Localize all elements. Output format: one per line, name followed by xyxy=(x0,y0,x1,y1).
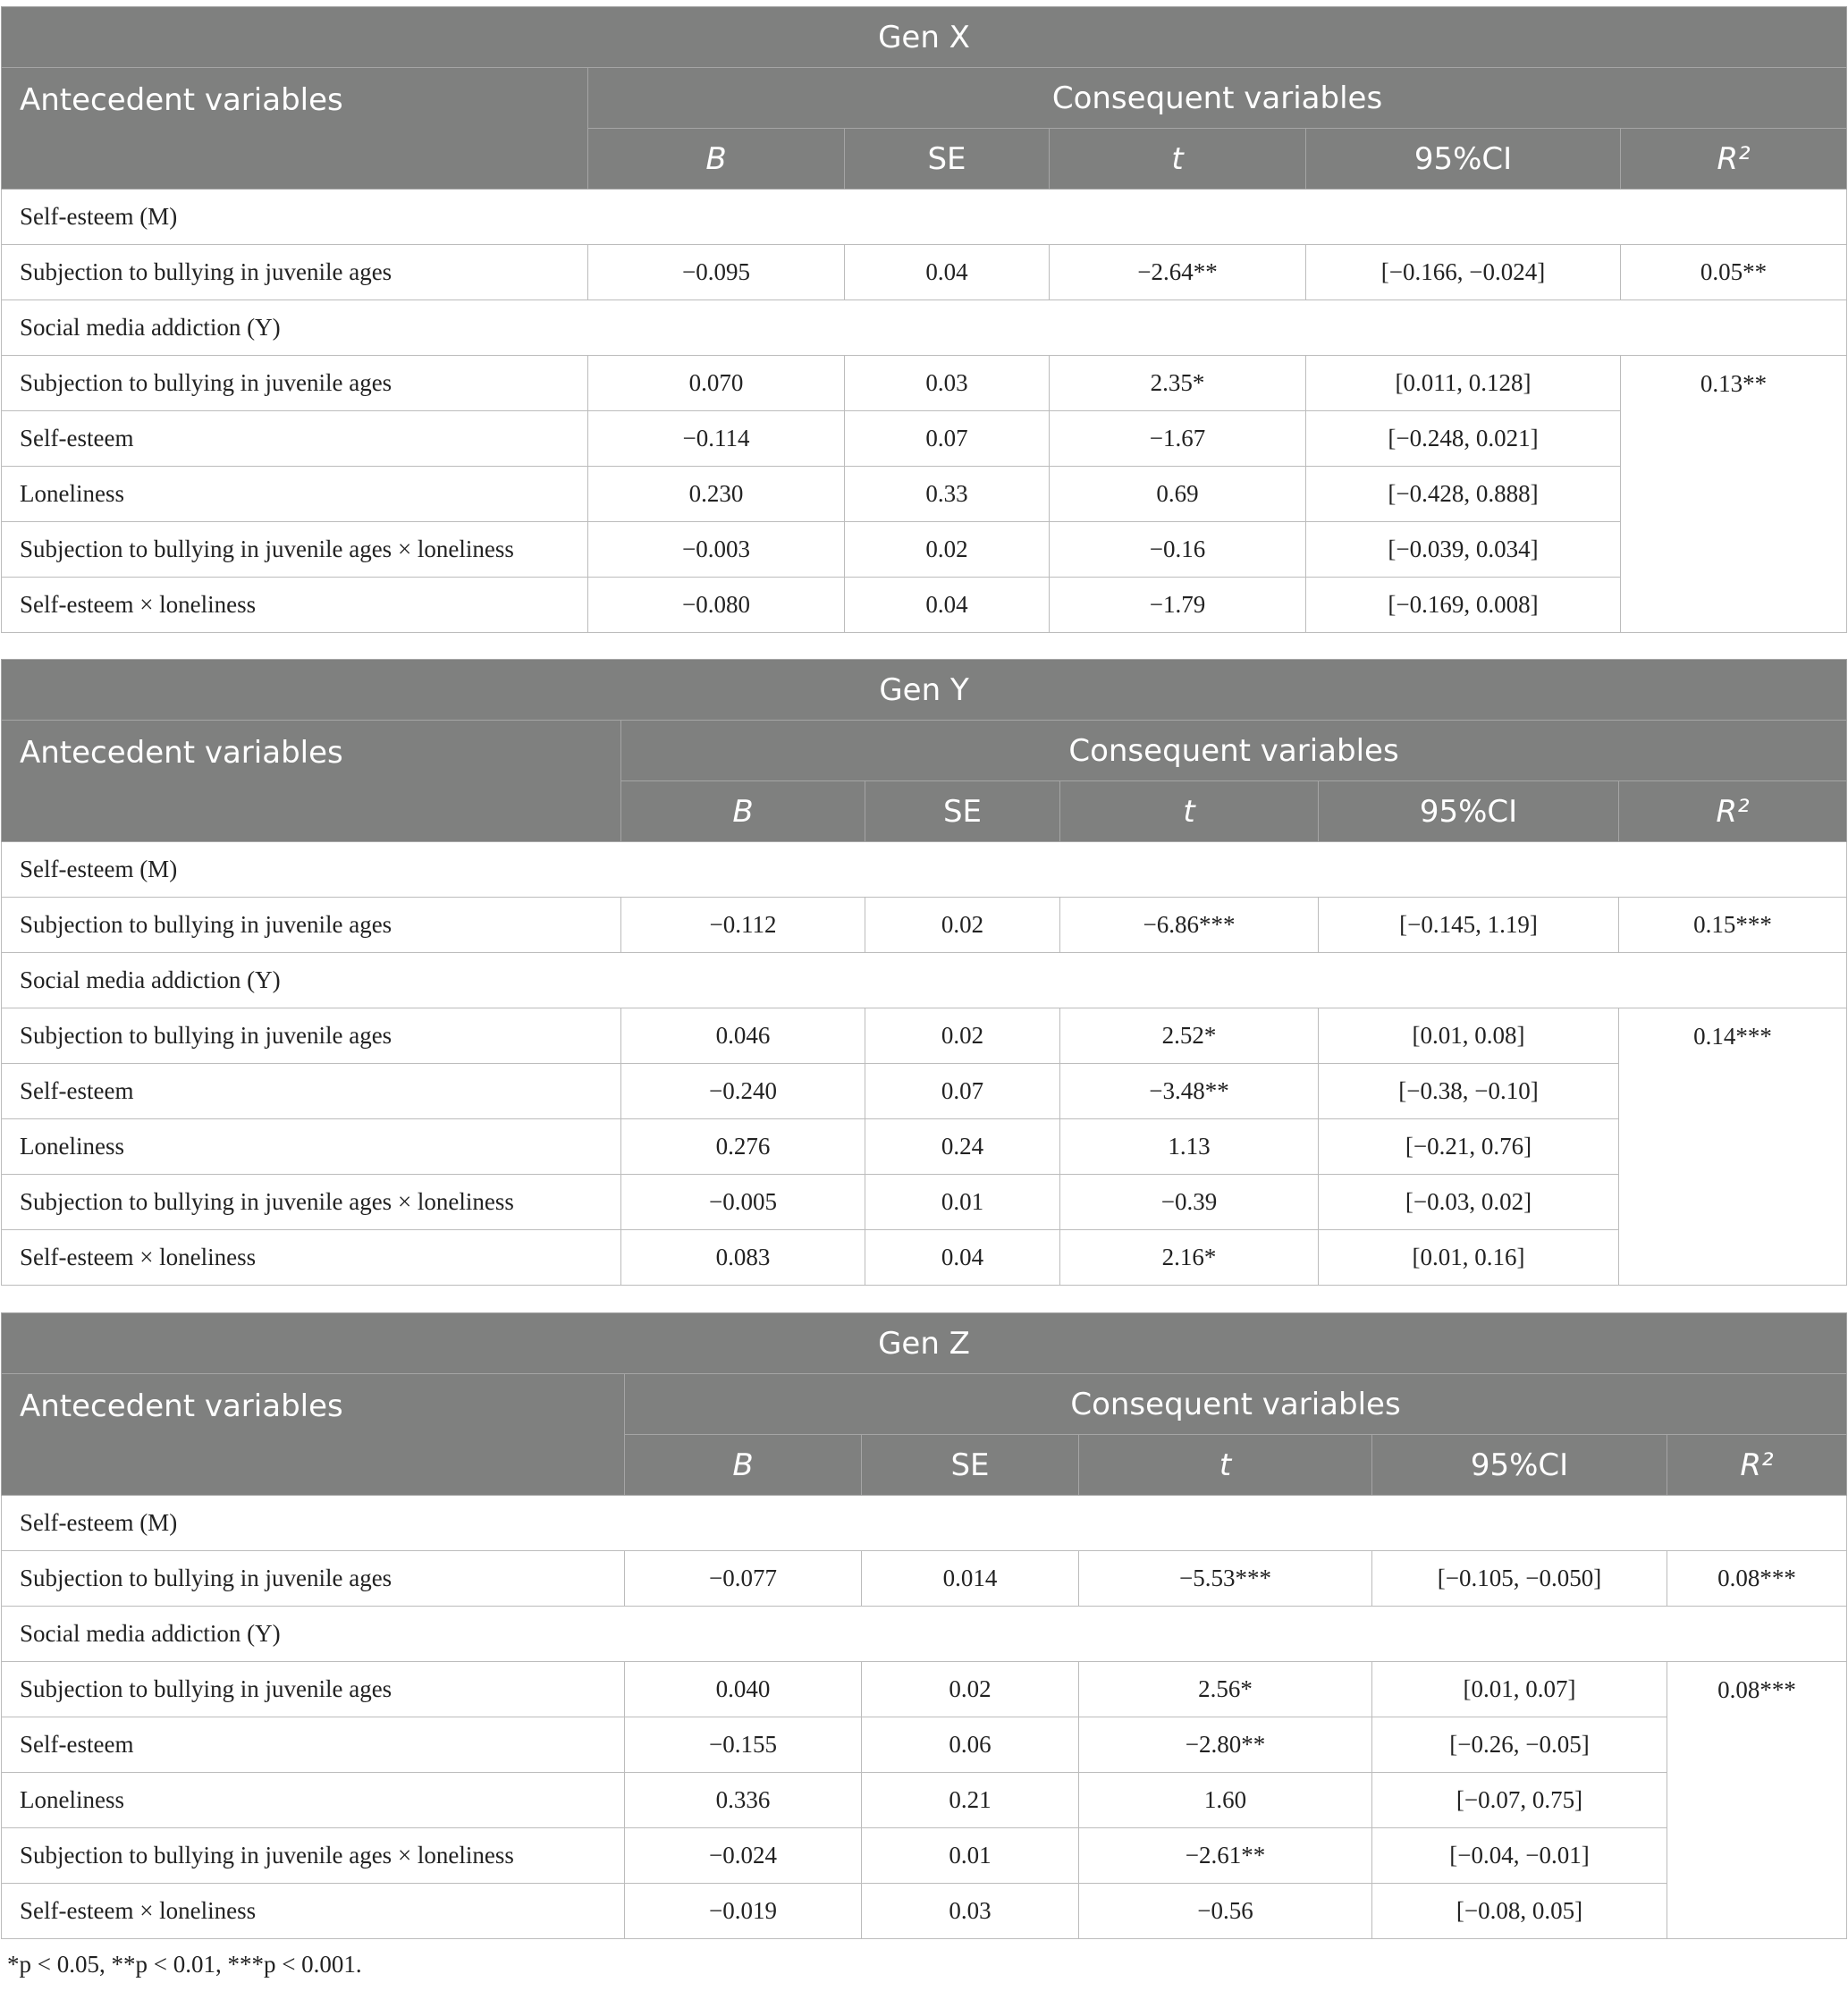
cell-ci: [−0.07, 0.75] xyxy=(1372,1773,1667,1828)
cell-b: −0.114 xyxy=(588,411,845,467)
col-ci: 95%CI xyxy=(1319,781,1619,842)
table-title: Gen Y xyxy=(2,660,1847,721)
cell-se: 0.04 xyxy=(845,245,1050,300)
cell-se: 0.02 xyxy=(862,1662,1079,1717)
table-row xyxy=(2,356,1847,411)
cell-b: −0.155 xyxy=(625,1717,862,1773)
row-label: Subjection to bullying in juvenile ages xyxy=(2,898,621,953)
cell-ci: [0.01, 0.07] xyxy=(1372,1662,1667,1717)
section-mediator: Self-esteem (M) xyxy=(2,1496,1847,1551)
row-label: Subjection to bullying in juvenile ages × loneliness xyxy=(2,1175,621,1230)
table-row xyxy=(2,1175,1847,1230)
cell-se: 0.07 xyxy=(865,1064,1060,1119)
cell-se: 0.01 xyxy=(862,1828,1079,1884)
cell-se: 0.03 xyxy=(862,1884,1079,1939)
cell-t: −1.67 xyxy=(1050,411,1306,467)
section-outcome: Social media addiction (Y) xyxy=(2,300,1847,356)
cell-b: −0.080 xyxy=(588,578,845,633)
table-row xyxy=(2,522,1847,578)
col-b: B xyxy=(621,781,865,842)
cell-ci: [−0.039, 0.034] xyxy=(1306,522,1621,578)
cell-se: 0.04 xyxy=(845,578,1050,633)
cell-t: 1.13 xyxy=(1060,1119,1319,1175)
row-label: Self-esteem × loneliness xyxy=(2,1884,625,1939)
table-row xyxy=(2,411,1847,467)
col-ci: 95%CI xyxy=(1306,129,1621,190)
table-row xyxy=(2,1828,1847,1884)
table-row xyxy=(2,898,1847,953)
cell-r2: 0.08*** xyxy=(1667,1551,1847,1607)
cell-b: 0.070 xyxy=(588,356,845,411)
cell-se: 0.02 xyxy=(865,1008,1060,1064)
table-row xyxy=(2,1008,1847,1064)
table-row xyxy=(2,467,1847,522)
cell-b: −0.003 xyxy=(588,522,845,578)
cell-ci: [−0.08, 0.05] xyxy=(1372,1884,1667,1939)
cell-t: −2.64** xyxy=(1050,245,1306,300)
cell-ci: [−0.26, −0.05] xyxy=(1372,1717,1667,1773)
cell-t: 0.69 xyxy=(1050,467,1306,522)
cell-t: 2.35* xyxy=(1050,356,1306,411)
cell-t: −6.86*** xyxy=(1060,898,1319,953)
cell-t: −1.79 xyxy=(1050,578,1306,633)
cell-ci: [−0.166, −0.024] xyxy=(1306,245,1621,300)
cell-b: 0.046 xyxy=(621,1008,865,1064)
cell-ci: [−0.428, 0.888] xyxy=(1306,467,1621,522)
consequent-header: Consequent variables xyxy=(621,721,1847,781)
cell-b: 0.040 xyxy=(625,1662,862,1717)
row-label: Self-esteem × loneliness xyxy=(2,1230,621,1286)
table-row xyxy=(2,1119,1847,1175)
cell-b: −0.095 xyxy=(588,245,845,300)
cell-ci: [−0.38, −0.10] xyxy=(1319,1064,1619,1119)
cell-t: −0.56 xyxy=(1079,1884,1372,1939)
row-label: Self-esteem xyxy=(2,411,588,467)
cell-b: 0.336 xyxy=(625,1773,862,1828)
cell-t: 1.60 xyxy=(1079,1773,1372,1828)
row-label: Subjection to bullying in juvenile ages xyxy=(2,245,588,300)
cell-ci: [0.011, 0.128] xyxy=(1306,356,1621,411)
cell-se: 0.24 xyxy=(865,1119,1060,1175)
cell-se: 0.04 xyxy=(865,1230,1060,1286)
row-label: Self-esteem xyxy=(2,1064,621,1119)
cell-b: −0.019 xyxy=(625,1884,862,1939)
cell-b: 0.083 xyxy=(621,1230,865,1286)
cell-ci: [−0.169, 0.008] xyxy=(1306,578,1621,633)
row-label: Self-esteem xyxy=(2,1717,625,1773)
col-r2: R² xyxy=(1667,1435,1847,1496)
cell-t: 2.16* xyxy=(1060,1230,1319,1286)
section-outcome: Social media addiction (Y) xyxy=(2,1607,1847,1662)
cell-b: −0.005 xyxy=(621,1175,865,1230)
col-r2: R² xyxy=(1621,129,1847,190)
cell-ci: [−0.105, −0.050] xyxy=(1372,1551,1667,1607)
cell-ci: [−0.03, 0.02] xyxy=(1319,1175,1619,1230)
cell-t: −0.16 xyxy=(1050,522,1306,578)
row-label: Subjection to bullying in juvenile ages xyxy=(2,1662,625,1717)
col-se: SE xyxy=(862,1435,1079,1496)
cell-se: 0.33 xyxy=(845,467,1050,522)
col-r2: R² xyxy=(1619,781,1847,842)
cell-ci: [0.01, 0.16] xyxy=(1319,1230,1619,1286)
table-row xyxy=(2,1884,1847,1939)
table-row xyxy=(2,1773,1847,1828)
table-title: Gen Z xyxy=(2,1313,1847,1374)
cell-ci: [−0.04, −0.01] xyxy=(1372,1828,1667,1884)
table-row xyxy=(2,1551,1847,1607)
cell-r2: 0.15*** xyxy=(1619,898,1847,953)
cell-se: 0.03 xyxy=(845,356,1050,411)
cell-ci: [−0.145, 1.19] xyxy=(1319,898,1619,953)
consequent-header: Consequent variables xyxy=(625,1374,1847,1435)
cell-t: −2.61** xyxy=(1079,1828,1372,1884)
cell-r2: 0.05** xyxy=(1621,245,1847,300)
table-row xyxy=(2,578,1847,633)
row-label: Subjection to bullying in juvenile ages xyxy=(2,1008,621,1064)
cell-r2: 0.13** xyxy=(1621,356,1847,633)
cell-ci: [−0.248, 0.021] xyxy=(1306,411,1621,467)
cell-b: 0.276 xyxy=(621,1119,865,1175)
col-b: B xyxy=(588,129,845,190)
table-row xyxy=(2,1662,1847,1717)
row-label: Loneliness xyxy=(2,467,588,522)
table-row xyxy=(2,1064,1847,1119)
cell-ci: [0.01, 0.08] xyxy=(1319,1008,1619,1064)
cell-t: 2.52* xyxy=(1060,1008,1319,1064)
cell-t: −0.39 xyxy=(1060,1175,1319,1230)
antecedent-header: Antecedent variables xyxy=(2,721,621,842)
row-label: Self-esteem × loneliness xyxy=(2,578,588,633)
section-mediator: Self-esteem (M) xyxy=(2,842,1847,898)
col-t: t xyxy=(1060,781,1319,842)
cell-b: −0.112 xyxy=(621,898,865,953)
row-label: Subjection to bullying in juvenile ages × loneliness xyxy=(2,522,588,578)
consequent-header: Consequent variables xyxy=(588,68,1847,129)
cell-se: 0.02 xyxy=(845,522,1050,578)
cell-t: −3.48** xyxy=(1060,1064,1319,1119)
cell-t: −2.80** xyxy=(1079,1717,1372,1773)
table-title: Gen X xyxy=(2,7,1847,68)
cell-b: −0.240 xyxy=(621,1064,865,1119)
cell-se: 0.07 xyxy=(845,411,1050,467)
table-footnote: *p < 0.05, **p < 0.01, ***p < 0.001. xyxy=(7,1951,362,1978)
section-mediator: Self-esteem (M) xyxy=(2,190,1847,245)
section-outcome: Social media addiction (Y) xyxy=(2,953,1847,1008)
row-label: Subjection to bullying in juvenile ages xyxy=(2,356,588,411)
cell-se: 0.01 xyxy=(865,1175,1060,1230)
gen-z-table xyxy=(1,1312,1847,1939)
row-label: Loneliness xyxy=(2,1119,621,1175)
cell-se: 0.02 xyxy=(865,898,1060,953)
cell-se: 0.21 xyxy=(862,1773,1079,1828)
antecedent-header: Antecedent variables xyxy=(2,68,588,190)
cell-se: 0.014 xyxy=(862,1551,1079,1607)
cell-t: 2.56* xyxy=(1079,1662,1372,1717)
row-label: Subjection to bullying in juvenile ages × loneliness xyxy=(2,1828,625,1884)
col-se: SE xyxy=(845,129,1050,190)
col-t: t xyxy=(1079,1435,1372,1496)
col-b: B xyxy=(625,1435,862,1496)
gen-x-table xyxy=(1,6,1847,633)
cell-b: −0.024 xyxy=(625,1828,862,1884)
col-ci: 95%CI xyxy=(1372,1435,1667,1496)
cell-se: 0.06 xyxy=(862,1717,1079,1773)
col-t: t xyxy=(1050,129,1306,190)
row-label: Loneliness xyxy=(2,1773,625,1828)
table-row xyxy=(2,1717,1847,1773)
cell-r2: 0.08*** xyxy=(1667,1662,1847,1939)
cell-b: −0.077 xyxy=(625,1551,862,1607)
cell-t: −5.53*** xyxy=(1079,1551,1372,1607)
cell-r2: 0.14*** xyxy=(1619,1008,1847,1286)
row-label: Subjection to bullying in juvenile ages xyxy=(2,1551,625,1607)
antecedent-header: Antecedent variables xyxy=(2,1374,625,1496)
cell-ci: [−0.21, 0.76] xyxy=(1319,1119,1619,1175)
table-row xyxy=(2,1230,1847,1286)
table-row xyxy=(2,245,1847,300)
gen-y-table xyxy=(1,659,1847,1286)
col-se: SE xyxy=(865,781,1060,842)
cell-b: 0.230 xyxy=(588,467,845,522)
